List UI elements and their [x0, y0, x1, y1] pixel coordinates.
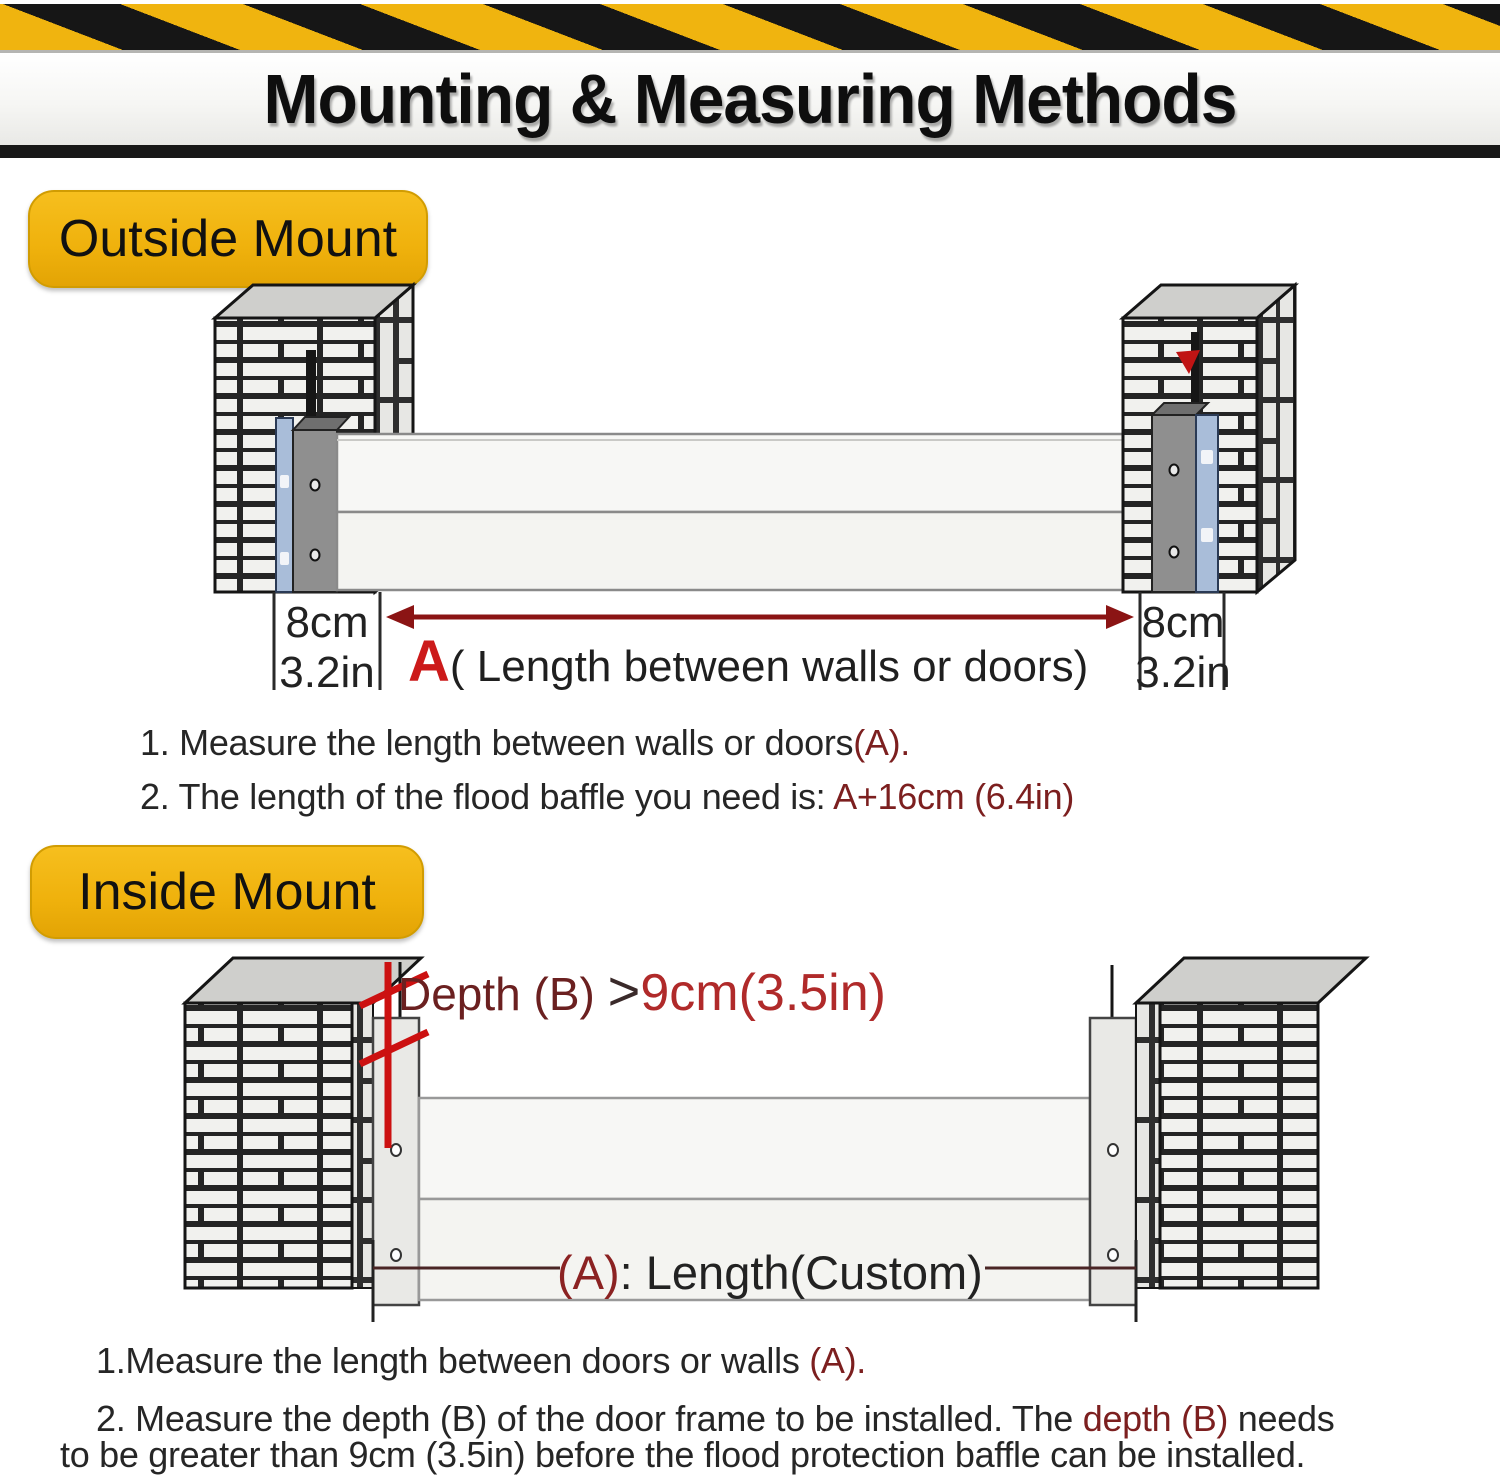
- length-a-arrow: [386, 605, 1134, 629]
- inside-step-2-line2: [60, 1434, 1305, 1475]
- outside-mount-badge-label: Outside Mount: [58, 210, 398, 268]
- depth-b-label: [398, 958, 886, 1023]
- left-anchor-slot: [306, 350, 316, 420]
- outside-right-offset-in: 3.2in: [1135, 648, 1231, 697]
- inside-step-2-line2-text: to be greater than 9cm (3.5in) before the flood protection baffle can be installed.: [60, 1434, 1306, 1475]
- outside-step-2-text: 2. The length of the flood baffle you need is:: [140, 776, 834, 817]
- inside-step-1-highlight: (A).: [809, 1340, 867, 1381]
- greater-than-symbol: >: [607, 959, 641, 1022]
- inside-length-text: : Length(Custom): [619, 1246, 983, 1299]
- inside-right-mounting-channel: [1090, 965, 1136, 1305]
- outside-step-2: [140, 776, 1074, 818]
- inside-step-2-highlight: depth (B): [1082, 1398, 1229, 1439]
- length-a-text: ( Length between walls or doors): [449, 642, 1089, 691]
- outside-left-offset-in: 3.2in: [279, 648, 375, 697]
- page-title: Mounting & Measuring Methods: [263, 60, 1237, 138]
- outside-flood-barrier-panels: [337, 434, 1156, 590]
- inside-length-label: [557, 1245, 983, 1300]
- outside-step-1: [140, 722, 910, 764]
- outside-left-offset-label: [272, 598, 382, 698]
- outside-right-offset-cm: 8cm: [1141, 598, 1225, 647]
- inside-step-1-text: 1.Measure the length between doors or walls: [96, 1340, 810, 1381]
- inside-step-1: [96, 1340, 866, 1382]
- inside-length-letter: (A): [557, 1246, 620, 1299]
- outside-step-2-highlight: A+16cm (6.4in): [833, 776, 1075, 817]
- inside-step-2-text: 2. Measure the depth (B) of the door frame to be installed. The: [96, 1398, 1083, 1439]
- outside-step-1-text: 1. Measure the length between walls or doors: [140, 722, 854, 763]
- outside-left-offset-cm: 8cm: [285, 598, 369, 647]
- depth-b-value: 9cm(3.5in): [640, 964, 886, 1022]
- inside-step-2-tail: needs: [1228, 1398, 1335, 1439]
- inside-right-brick-pillar: [1136, 958, 1366, 1288]
- outside-step-1-highlight: (A).: [853, 722, 911, 763]
- depth-b-label-text: Depth (B): [398, 968, 608, 1020]
- outside-right-offset-label: [1128, 598, 1238, 698]
- length-a-label: [408, 628, 1088, 695]
- inside-mount-badge-label: Inside Mount: [78, 863, 376, 921]
- outside-right-mounting-channel: [1152, 403, 1218, 592]
- length-a-letter: A: [408, 629, 450, 694]
